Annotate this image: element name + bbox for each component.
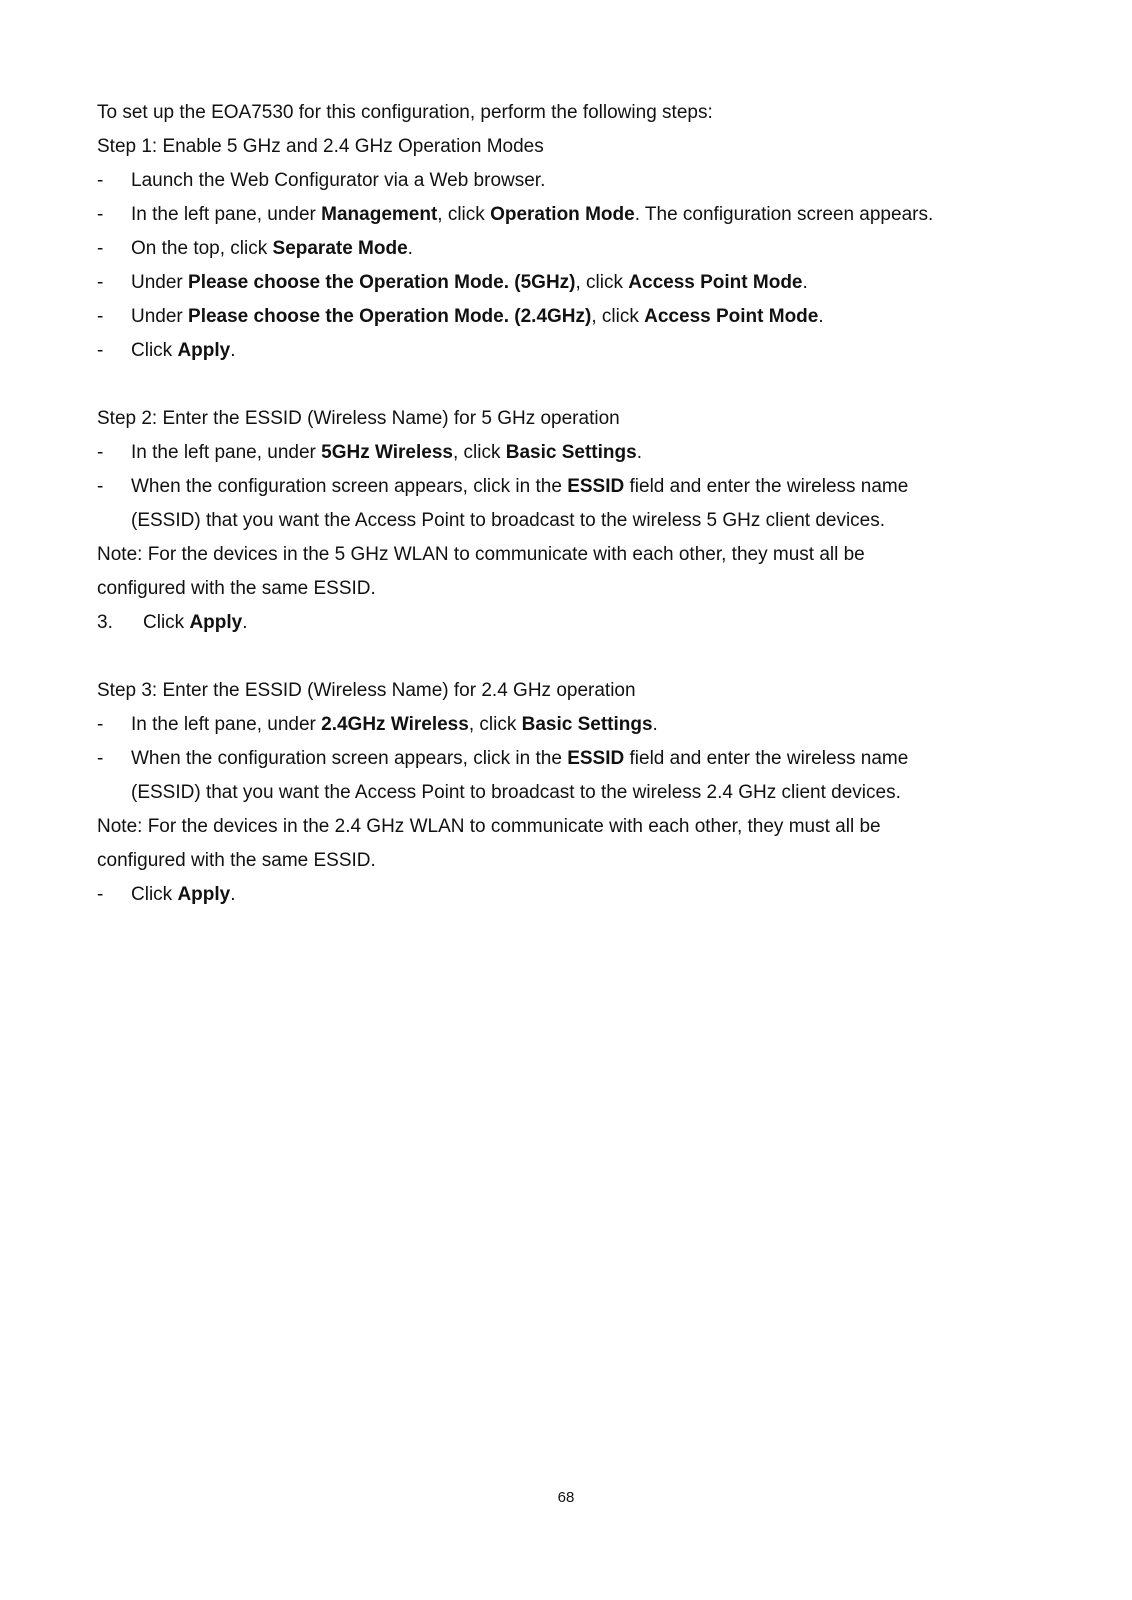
bullet-dash: - xyxy=(97,884,104,905)
step1-item-24ghz-mode xyxy=(97,300,1037,334)
step3-item-text: When the configuration screen appears, click in the xyxy=(131,748,568,769)
step2-item-text: . xyxy=(242,612,248,633)
step3-item-text: . xyxy=(230,884,236,905)
bullet-dash: - xyxy=(97,272,104,293)
step2-item-text: , click xyxy=(452,442,506,463)
paragraph-gap xyxy=(97,368,1037,402)
step3-item-text: field and enter the wireless name xyxy=(624,748,909,769)
step2-note-line1: Note: For the devices in the 5 GHz WLAN to communicate with each other, they must all be xyxy=(97,544,865,565)
step1-item-text: In the left pane, under xyxy=(131,204,322,225)
step3-item-essid xyxy=(97,742,1037,776)
step1-item-text: Under xyxy=(131,306,189,327)
bullet-dash: - xyxy=(97,170,104,191)
step1-item-text: . xyxy=(818,306,824,327)
step1-item-management xyxy=(97,198,1037,232)
ui-term-essid: ESSID xyxy=(567,476,625,497)
step2-item-basic-settings xyxy=(97,436,1037,470)
step3-item-text: , click xyxy=(468,714,522,735)
bullet-dash: - xyxy=(97,238,104,259)
step3-note-line2: configured with the same ESSID. xyxy=(97,850,376,871)
step3-item-text: . xyxy=(652,714,658,735)
bullet-dash: - xyxy=(97,442,104,463)
step1-item-text: . xyxy=(802,272,808,293)
step1-item-launch xyxy=(97,164,1037,198)
ui-term-operation-mode-5ghz: Please choose the Operation Mode. (5GHz) xyxy=(188,272,576,293)
paragraph-gap xyxy=(97,640,1037,674)
step2-heading: Step 2: Enter the ESSID (Wireless Name) for 5 GHz operation xyxy=(97,408,620,429)
step1-item-text: Launch the Web Configurator via a Web browser. xyxy=(131,170,546,191)
page-number: 68 xyxy=(557,1489,575,1506)
intro-text: To set up the EOA7530 for this configuration, perform the following steps: xyxy=(97,102,713,123)
step2-item-essid xyxy=(97,470,1037,504)
document-body xyxy=(97,96,1037,912)
step2-note-line2: configured with the same ESSID. xyxy=(97,578,376,599)
bullet-dash: - xyxy=(97,476,104,497)
list-number: 3. xyxy=(97,612,113,633)
step2-item-apply xyxy=(97,606,1037,640)
ui-term-management: Management xyxy=(321,204,438,225)
ui-term-apply: Apply xyxy=(177,884,231,905)
bullet-dash: - xyxy=(97,748,104,769)
step1-item-text: On the top, click xyxy=(131,238,273,259)
ui-term-basic-settings: Basic Settings xyxy=(505,442,637,463)
step2-item-text: Click xyxy=(143,612,190,633)
step1-item-text: Click xyxy=(131,340,178,361)
step1-item-5ghz-mode xyxy=(97,266,1037,300)
step2-item-text: In the left pane, under xyxy=(131,442,322,463)
step1-item-text: . The configuration screen appears. xyxy=(634,204,934,225)
step2-item-text: When the configuration screen appears, click in the xyxy=(131,476,568,497)
step3-item-text: Click xyxy=(131,884,178,905)
ui-term-separate-mode: Separate Mode xyxy=(272,238,408,259)
step1-item-text: , click xyxy=(591,306,645,327)
step3-item-essid-continued: (ESSID) that you want the Access Point to broadcast to the wireless 2.4 GHz client devices. xyxy=(131,782,901,803)
ui-term-basic-settings: Basic Settings xyxy=(521,714,653,735)
step1-item-text: Under xyxy=(131,272,189,293)
bullet-dash: - xyxy=(97,714,104,735)
step3-item-apply xyxy=(97,878,1037,912)
ui-term-operation-mode-24ghz: Please choose the Operation Mode. (2.4GHz) xyxy=(188,306,592,327)
step3-heading: Step 3: Enter the ESSID (Wireless Name) for 2.4 GHz operation xyxy=(97,680,636,701)
step1-item-separate-mode xyxy=(97,232,1037,266)
step2-item-essid-continued: (ESSID) that you want the Access Point to broadcast to the wireless 5 GHz client devices. xyxy=(131,510,886,531)
bullet-dash: - xyxy=(97,340,104,361)
step2-item-text: . xyxy=(636,442,642,463)
step1-item-text: . xyxy=(230,340,236,361)
bullet-dash: - xyxy=(97,204,104,225)
ui-term-apply: Apply xyxy=(189,612,243,633)
step3-item-basic-settings xyxy=(97,708,1037,742)
step1-item-text: , click xyxy=(437,204,491,225)
ui-term-access-point-mode: Access Point Mode xyxy=(644,306,819,327)
step3-note-line1: Note: For the devices in the 2.4 GHz WLAN to communicate with each other, they must all be xyxy=(97,816,881,837)
ui-term-operation-mode: Operation Mode xyxy=(490,204,635,225)
ui-term-24ghz-wireless: 2.4GHz Wireless xyxy=(321,714,469,735)
step1-item-apply xyxy=(97,334,1037,368)
ui-term-5ghz-wireless: 5GHz Wireless xyxy=(321,442,453,463)
step2-item-text: field and enter the wireless name xyxy=(624,476,909,497)
ui-term-essid: ESSID xyxy=(567,748,625,769)
step1-item-text: . xyxy=(407,238,413,259)
ui-term-access-point-mode: Access Point Mode xyxy=(628,272,803,293)
step3-item-text: In the left pane, under xyxy=(131,714,322,735)
bullet-dash: - xyxy=(97,306,104,327)
ui-term-apply: Apply xyxy=(177,340,231,361)
step1-heading: Step 1: Enable 5 GHz and 2.4 GHz Operation Modes xyxy=(97,136,544,157)
step1-item-text: , click xyxy=(575,272,629,293)
